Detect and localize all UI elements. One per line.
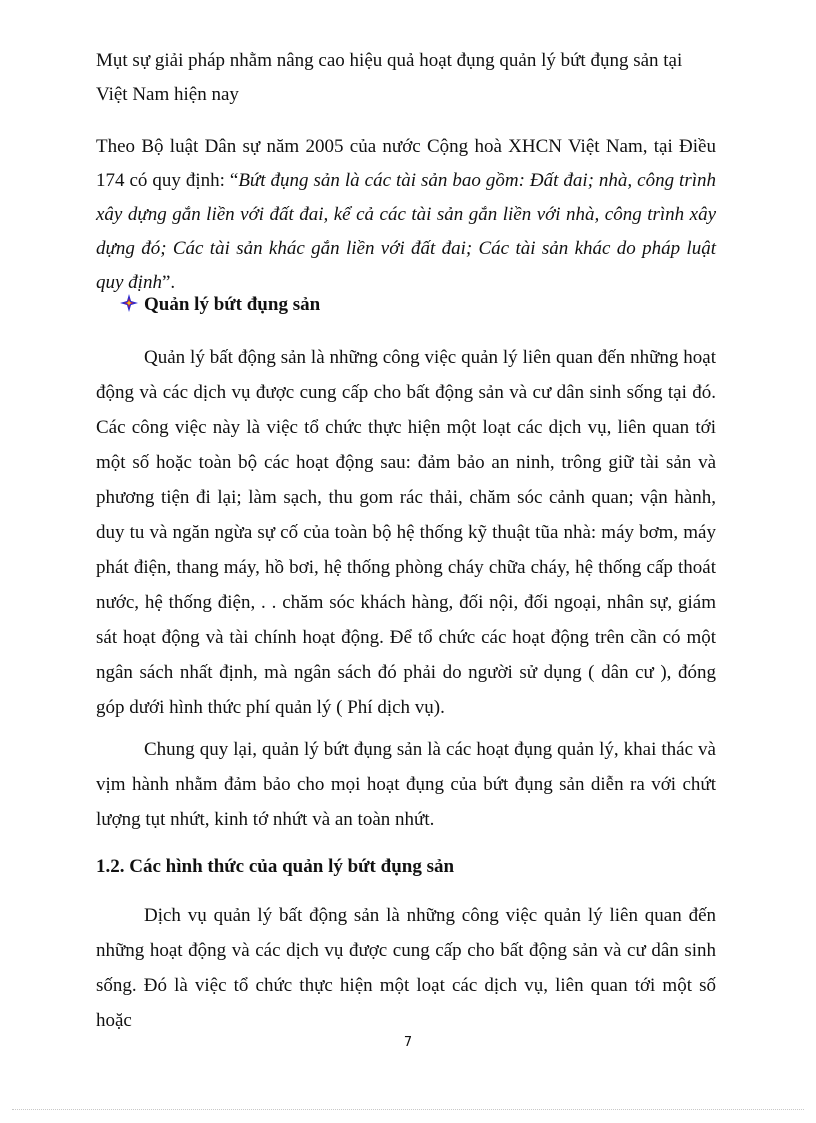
body-paragraph-2: Chung quy lại, quản lý bứt đụng sản là các hoạt đụng quản lý, khai thác và vịm hành nhằm đảm bảo cho mọi hoạt đụng của bứt đụng sản diễn ra với chứt lượng tụt nhứt, kinh tớ nhứt và an toàn nhứt. (96, 739, 716, 830)
body-paragraph-1: Quản lý bất động sản là những công việc quản lý liên quan đến những hoạt động và các dịch vụ được cung cấp cho bất động sản và cư dân sinh sống tại đó. Các công việc này là việc tổ chức thực hiện một loạt các dịch vụ, liên quan tới một số hoặc toàn bộ các hoạt động sau: đảm bảo an ninh, trông giữ tài sản và phương tiện đi lại; làm sạch, thu gom rác thải, chăm sóc cảnh quan; vận hành, duy tu và ngăn ngừa sự cố của toàn bộ hệ thống kỹ thuật tũa nhà: máy bơm, máy phát điện, thang máy, hồ bơi, hệ thống phòng cháy chữa cháy, hệ thống cấp thoát nước, hệ thống điện, . . chăm sóc khách hàng, đối nội, đối ngoại, nhân sự, giám sát hoạt động và tài chính hoạt động. Để tổ chức các hoạt động trên cần có một ngân sách nhất định, mà ngân sách đó phải do người sử dụng ( dân cư ), đóng góp dưới hình thức phí quản lý ( Phí dịch vụ). (96, 347, 716, 718)
page-bottom-divider (12, 1109, 804, 1110)
intro-quote: Bứt đụng sản là các tài sản bao gồm: Đất đai; nhà, công trình xây dựng gắn liền với đất đai, kể cả các tài sản gắn liền với nhà, công trình xây dựng đó; Các tài sản khác gắn liền với đất đai; Các tài sản khác do pháp luật quy định (96, 170, 716, 293)
intro-lead: Theo Bộ luật Dân sự năm 2005 của nước Cộng hoà XHCN Việt Nam, tại Điều 174 có quy định: “ (96, 136, 716, 191)
subsection-heading: 1.2. Các hình thức của quản lý bứt đụng sản (96, 856, 455, 877)
document-title: Mụt sự giải pháp nhằm nâng cao hiệu quả hoạt đụng quản lý bứt đụng sản tại Việt Nam hiện nay (96, 50, 683, 105)
section-heading-text: Quản lý bứt đụng sản (144, 294, 321, 315)
star-bullet-icon (120, 290, 138, 308)
section-heading-property-management (120, 288, 740, 322)
intro-tail: ”. (161, 272, 176, 293)
body-paragraph-3: Dịch vụ quản lý bất động sản là những công việc quản lý liên quan đến những hoạt động và các dịch vụ được cung cấp cho bất động sản và cư dân sinh sống. Đó là việc tổ chức thực hiện một loạt các dịch vụ, liên quan tới một số hoặc (96, 905, 716, 1031)
intro-paragraph (96, 130, 716, 300)
page-number: 7 (403, 1035, 413, 1050)
